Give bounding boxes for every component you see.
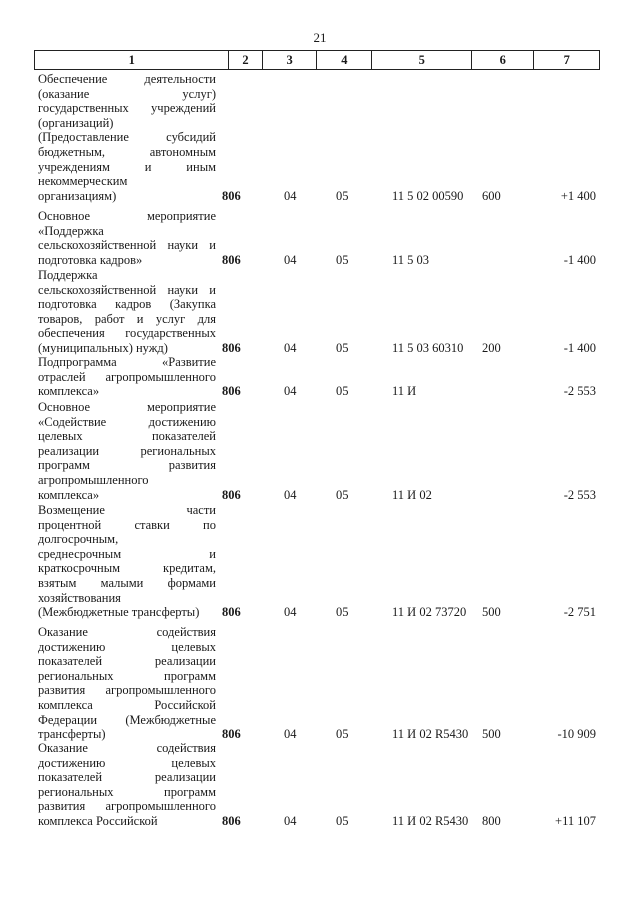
target-article-code: 11 5 02 00590: [392, 188, 464, 203]
row-description: [38, 355, 216, 399]
amount: -10 909: [557, 727, 596, 742]
header-col-5: 5: [372, 51, 472, 70]
section-code: 04: [284, 605, 297, 620]
expense-type-code: 200: [482, 341, 501, 355]
description-line: Возмещение части: [38, 503, 216, 517]
section-code: 04: [284, 814, 297, 828]
page-number: 21: [313, 30, 327, 45]
table-row: [38, 72, 600, 203]
description-line: бюджетным, автономным: [38, 144, 216, 159]
ministry-code: 806: [222, 814, 241, 828]
description-line: программ развития: [38, 458, 216, 473]
table-row: [38, 355, 600, 399]
expense-type-code: 800: [482, 814, 501, 828]
description-line: процентной ставки по: [38, 517, 216, 532]
header-col-2: 2: [229, 51, 262, 70]
target-article-code: 11 И 02: [392, 487, 432, 502]
ministry-code: 806: [222, 384, 241, 399]
header-table: [34, 50, 600, 70]
section-code: 04: [284, 384, 297, 399]
description-line: достижению целевых: [38, 639, 216, 654]
description-line: организациям): [38, 188, 117, 203]
subsection-code: 05: [336, 727, 349, 742]
table-row: [38, 400, 600, 502]
description-line: (оказание услуг): [38, 86, 216, 101]
subsection-code: 05: [336, 487, 349, 502]
ministry-code: 806: [222, 188, 241, 203]
description-line: Основное мероприятие: [38, 209, 216, 223]
description-line: реализации региональных: [38, 443, 216, 458]
description-line: развития агропромышленного: [38, 799, 216, 814]
subsection-code: 05: [336, 814, 349, 828]
description-line: сельскохозяйственной науки и: [38, 282, 216, 297]
description-line: комплекса»: [38, 384, 100, 399]
description-line: трансферты): [38, 727, 106, 742]
ministry-code: 806: [222, 487, 241, 502]
row-description: [38, 625, 216, 742]
target-article-code: 11 И: [392, 384, 417, 399]
description-line: подготовка кадров»: [38, 252, 143, 267]
subsection-code: 05: [336, 188, 349, 203]
description-line: Подпрограмма «Развитие: [38, 355, 216, 369]
row-description: [38, 503, 216, 620]
description-line: Оказание содействия: [38, 625, 216, 639]
amount: +1 400: [560, 188, 596, 203]
row-description: [38, 268, 216, 356]
description-line: региональных программ: [38, 784, 216, 799]
section-code: 04: [284, 188, 297, 203]
description-line: комплекса Российской: [38, 813, 158, 828]
table-row: [38, 625, 600, 742]
amount: +11 107: [555, 814, 596, 828]
ministry-code: 806: [222, 341, 241, 355]
description-line: показателей реализации: [38, 770, 216, 785]
section-code: 04: [284, 487, 297, 502]
subsection-code: 05: [336, 341, 349, 355]
description-line: (Предоставление субсидий: [38, 130, 216, 145]
description-line: показателей реализации: [38, 654, 216, 669]
row-description: [38, 209, 216, 267]
description-line: краткосрочным кредитам,: [38, 561, 216, 576]
description-line: товаров, работ и услуг для: [38, 311, 216, 326]
description-line: (Межбюджетные трансферты): [38, 605, 200, 620]
description-line: целевых показателей: [38, 429, 216, 444]
description-line: учреждениям и иным: [38, 159, 216, 174]
description-line: среднесрочным и: [38, 546, 216, 561]
amount: -1 400: [563, 341, 596, 355]
table-row: [38, 503, 600, 620]
amount: -1 400: [563, 252, 596, 267]
subsection-code: 05: [336, 605, 349, 620]
expense-type-code: 500: [482, 727, 501, 742]
target-article-code: 11 И 02 R5430: [392, 814, 469, 828]
description-line: «Содействие достижению: [38, 414, 216, 429]
row-description: [38, 72, 216, 203]
description-line: хозяйствования: [38, 590, 121, 605]
amount: -2 751: [563, 605, 596, 620]
expense-type-code: 600: [482, 188, 501, 203]
amount: -2 553: [563, 487, 596, 502]
description-line: «Поддержка: [38, 223, 104, 238]
target-article-code: 11 5 03 60310: [392, 341, 464, 355]
description-line: Поддержка: [38, 268, 98, 282]
table-row: [38, 741, 600, 829]
section-code: 04: [284, 341, 297, 355]
description-line: государственных учреждений: [38, 101, 216, 116]
header-col-6: 6: [472, 51, 534, 70]
section-code: 04: [284, 252, 297, 267]
description-line: подготовка кадров (Закупка: [38, 297, 216, 312]
description-line: агропромышленного: [38, 472, 149, 487]
ministry-code: 806: [222, 252, 241, 267]
description-line: комплекса»: [38, 487, 100, 502]
subsection-code: 05: [336, 252, 349, 267]
description-line: Оказание содействия: [38, 741, 216, 755]
description-line: Обеспечение деятельности: [38, 72, 216, 86]
description-line: отраслей агропромышленного: [38, 369, 216, 384]
expense-type-code: 500: [482, 605, 501, 620]
row-description: [38, 400, 216, 502]
ministry-code: 806: [222, 727, 241, 742]
description-line: комплекса Российской: [38, 697, 216, 712]
description-line: долгосрочным,: [38, 532, 119, 547]
description-line: сельскохозяйственной науки и: [38, 238, 216, 253]
row-description: [38, 741, 216, 829]
description-line: Федерации (Межбюджетные: [38, 712, 216, 727]
header-row: [35, 51, 600, 70]
section-code: 04: [284, 727, 297, 742]
description-line: (организаций): [38, 115, 114, 130]
header-col-3: 3: [262, 51, 317, 70]
description-line: обеспечения государственных: [38, 326, 216, 341]
header-col-7: 7: [534, 51, 600, 70]
description-line: Основное мероприятие: [38, 400, 216, 414]
description-line: достижению целевых: [38, 755, 216, 770]
table-row: [38, 209, 600, 267]
target-article-code: 11 И 02 73720: [392, 605, 467, 620]
header-col-4: 4: [317, 51, 372, 70]
description-line: некоммерческим: [38, 174, 128, 189]
description-line: взятым малыми формами: [38, 575, 216, 590]
table-row: [38, 268, 600, 356]
description-line: региональных программ: [38, 668, 216, 683]
amount: -2 553: [563, 384, 596, 399]
target-article-code: 11 5 03: [392, 252, 430, 267]
subsection-code: 05: [336, 384, 349, 399]
ministry-code: 806: [222, 605, 241, 620]
target-article-code: 11 И 02 R5430: [392, 727, 469, 742]
header-col-1: 1: [35, 51, 229, 70]
description-line: (муниципальных) нужд): [38, 340, 168, 355]
description-line: развития агропромышленного: [38, 683, 216, 698]
